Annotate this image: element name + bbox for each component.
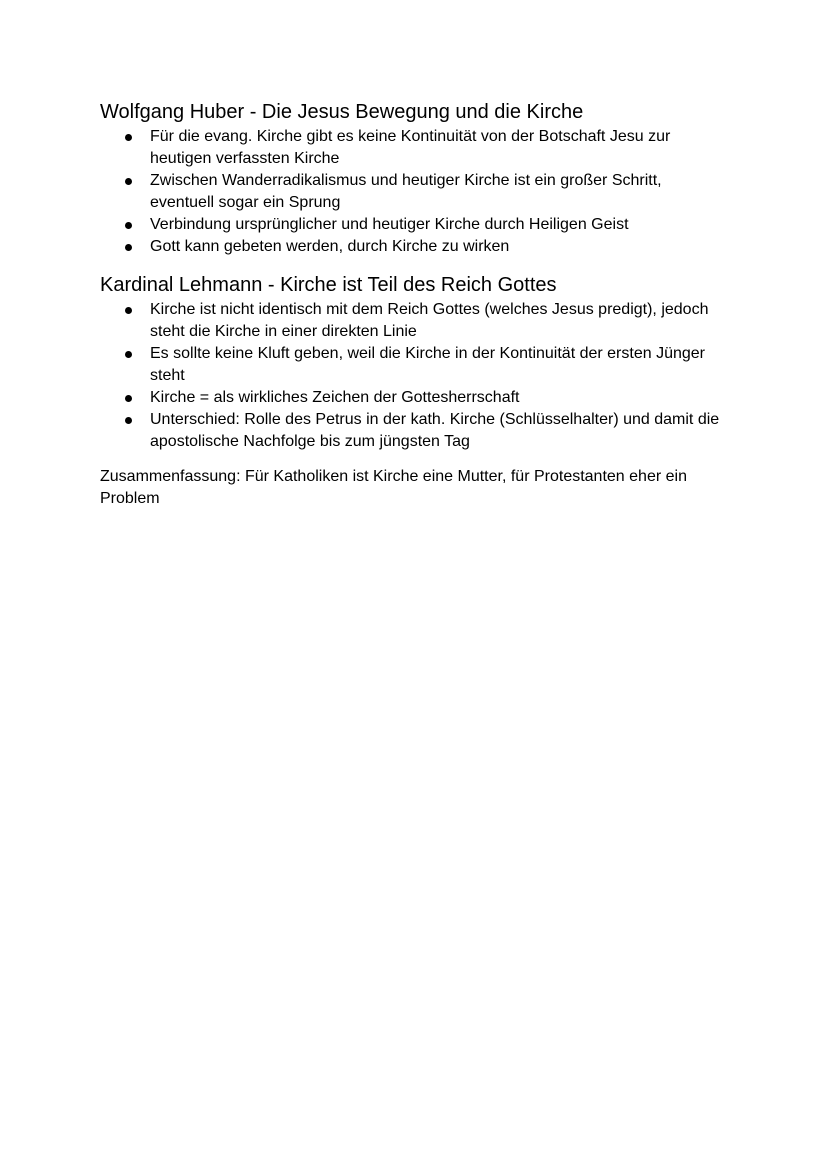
section-lehmann	[100, 272, 730, 453]
list-item-text: Gott kann gebeten werden, durch Kirche zu wirken	[150, 238, 510, 255]
list-item-text: Es sollte keine Kluft geben, weil die Kirche in der Kontinuität der ersten Jünger steht	[150, 345, 705, 384]
section-title-lehmann: Kardinal Lehmann - Kirche ist Teil des Reich Gottes	[100, 274, 557, 296]
list-item-text: Unterschied: Rolle des Petrus in der kath. Kirche (Schlüsselhalter) und damit die apostolische Nachfolge bis zum jüngsten Tag	[150, 411, 720, 450]
list-item-text: Verbindung ursprünglicher und heutiger Kirche durch Heiligen Geist	[150, 216, 629, 233]
section-huber	[100, 99, 730, 258]
bullet-icon	[125, 178, 132, 185]
bullet-icon	[125, 244, 132, 251]
list-item	[150, 214, 730, 236]
list-item	[150, 387, 730, 409]
bullet-icon	[125, 307, 132, 314]
bullet-icon	[125, 417, 132, 424]
document-content	[100, 99, 730, 526]
list-item-text: Kirche = als wirkliches Zeichen der Gottesherrschaft	[150, 389, 520, 406]
list-item	[150, 299, 730, 343]
bullet-icon	[125, 222, 132, 229]
list-item-text: Kirche ist nicht identisch mit dem Reich Gottes (welches Jesus predigt), jedoch steht die Kirche in einer direkten Linie	[150, 301, 709, 340]
list-item	[150, 343, 730, 387]
section-title-huber: Wolfgang Huber - Die Jesus Bewegung und die Kirche	[100, 101, 584, 123]
summary-paragraph: Zusammenfassung: Für Katholiken ist Kirche eine Mutter, für Protestanten eher ein Problem	[100, 468, 687, 507]
bullet-icon	[125, 395, 132, 402]
bullet-icon	[125, 134, 132, 141]
list-item	[150, 409, 730, 453]
bullet-icon	[125, 351, 132, 358]
list-item	[150, 236, 730, 258]
list-item	[150, 170, 730, 214]
list-item	[150, 126, 730, 170]
bullet-list-huber	[100, 126, 730, 258]
list-item-text: Für die evang. Kirche gibt es keine Kontinuität von der Botschaft Jesu zur heutigen verfassten Kirche	[150, 128, 671, 167]
list-item-text: Zwischen Wanderradikalismus und heutiger Kirche ist ein großer Schritt, eventuell sogar ein Sprung	[150, 172, 662, 211]
bullet-list-lehmann	[100, 299, 730, 453]
